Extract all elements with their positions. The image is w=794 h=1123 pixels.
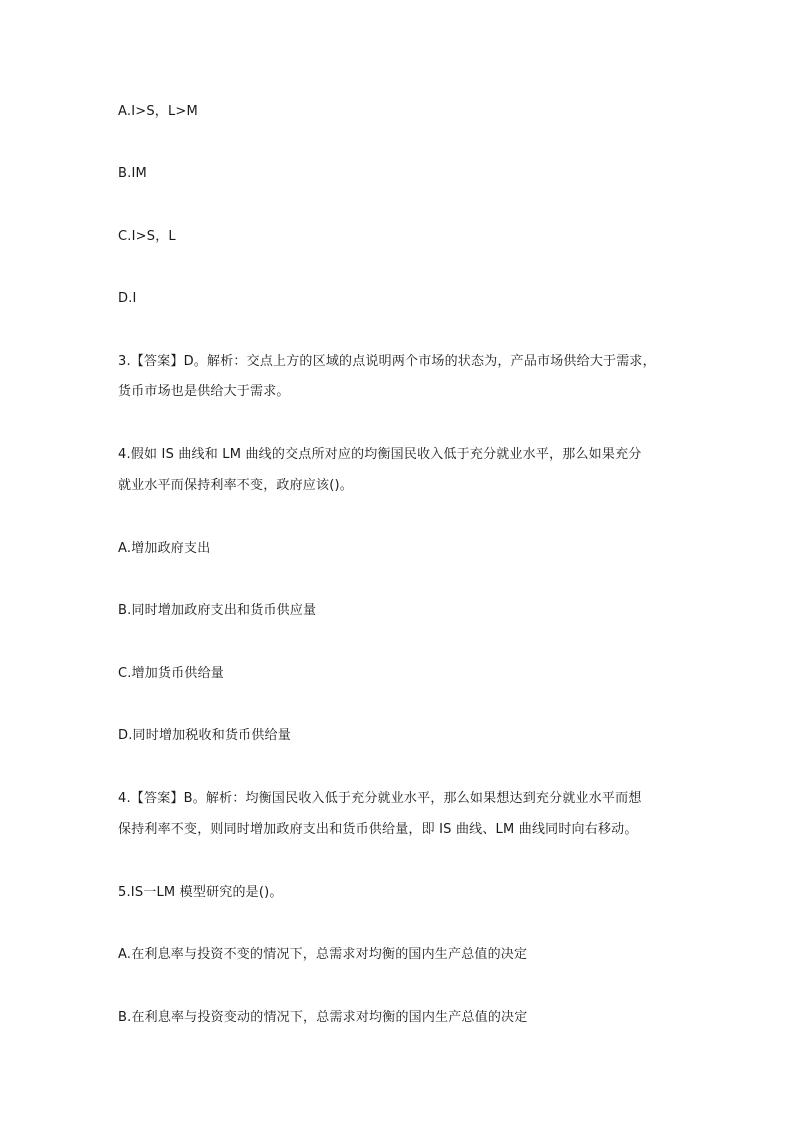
answer-3-line-2: 货币市场也是供给大于需求。 [118,384,290,399]
answer-4-line-1: 4.【答案】B。解析：均衡国民收入低于充分就业水平，那么如果想达到充分就业水平而想 [118,791,642,806]
option-d-q2: D.I [118,291,137,306]
option-a-q5: A.在利息率与投资不变的情况下，总需求对均衡的国内生产总值的决定 [118,947,528,962]
option-d-q4: D.同时增加税收和货币供给量 [118,728,291,743]
option-b-q5: B.在利息率与投资变动的情况下，总需求对均衡的国内生产总值的决定 [118,1010,528,1025]
option-b-q4: B.同时增加政府支出和货币供应量 [118,603,317,618]
answer-4-line-2: 保持利率不变，则同时增加政府支出和货币供给量，即 IS 曲线、LM 曲线同时向右移动。 [118,822,638,837]
question-4-line-1: 4.假如 IS 曲线和 LM 曲线的交点所对应的均衡国民收入低于充分就业水平，那么如果充分 [118,447,642,462]
option-c-q4: C.增加货币供给量 [118,666,225,681]
option-a-q4: A.增加政府支出 [118,541,211,556]
option-a-q2: A.I>S，L>M [118,104,198,119]
answer-3-line-1: 3.【答案】D。解析：交点上方的区域的点说明两个市场的状态为，产品市场供给大于需求， [118,354,656,369]
question-5: 5.IS一LM 模型研究的是()。 [118,885,283,900]
question-4-line-2: 就业水平而保持利率不变，政府应该()。 [118,478,353,493]
option-b-q2: B.IM [118,166,147,181]
option-c-q2: C.I>S，L [118,229,176,244]
